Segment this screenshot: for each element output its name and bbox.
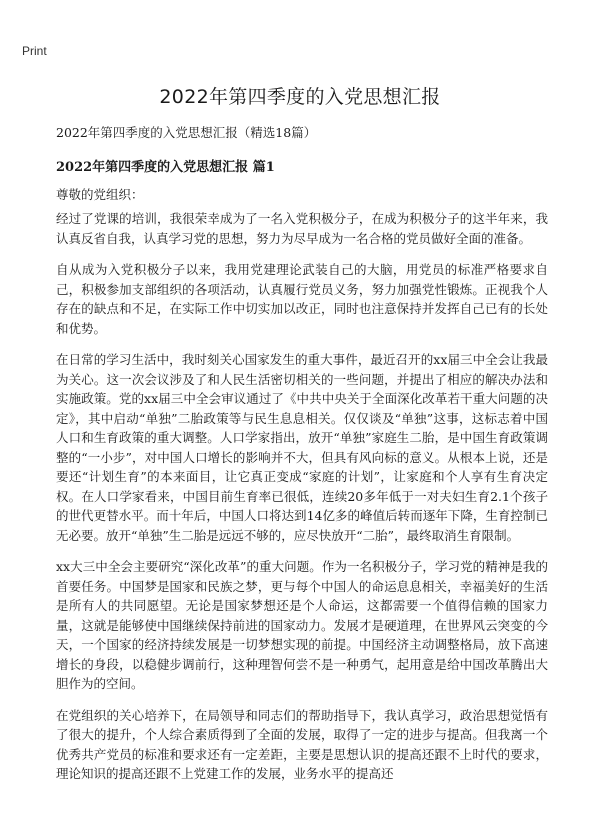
document-subtitle: 2022年第四季度的入党思想汇报（精选18篇） bbox=[56, 125, 317, 140]
page-title: 2022年第四季度的入党思想汇报 bbox=[159, 86, 441, 108]
paragraph-4: xx大三中全会主要研究“深化改革”的重大问题。作为一名积极分子，学习党的精神是我的首要任务。中国梦是国家和民族之梦，更与每个中国人的命运息息相关，幸福美好的生活是所有人的共同愿望。无论是国家梦想还是个人命运，这都需要一个值得信赖的国家力量，这就是能够使中国继续保持前进的国家动力。发展才是硬道理，在世界风云突变的今天，一个国家的经济持续发展是一切梦想实现的前提。中国经济主动调整格局，放下高速增长的身段，以稳健步调前行，这种理智何尝不是一种勇气，起用意是给中国改革腾出大胆作为的空间。 bbox=[56, 559, 548, 691]
paragraph-2: 自从成为入党积极分子以来，我用党建理论武装自己的大脑，用党员的标准严格要求自己，积极参加支部组织的各项活动，认真履行党员义务，努力加强党性锻炼。正视我个人存在的缺点和不足，在实际工作中切实加以改正，同时也注意保持并发挥自己已有的长处和优势。 bbox=[56, 262, 548, 336]
section-heading: 2022年第四季度的入党思想汇报 篇1 bbox=[56, 160, 275, 175]
greeting: 尊敬的党组织： bbox=[56, 187, 144, 202]
paragraph-5: 在党组织的关心培养下，在局领导和同志们的帮助指导下，我认真学习，政治思想觉悟有了很大的提升，个人综合素质得到了全面的发展，取得了一定的进步与提高。但我离一个优秀共产党员的标准和要求还有一定差距，主要是思想认识的提高还跟不上时代的要求，理论知识的提高还跟不上党建工作的发展，业务水平的提高还 bbox=[56, 707, 548, 781]
paragraph-3: 在日常的学习生活中，我时刻关心国家发生的重大事件，最近召开的xx届三中全会让我最为关心。这一次会议涉及了和人民生活密切相关的一些问题，并提出了相应的解决办法和实施政策。党的xx届三中全会审议通过了《中共中央关于全面深化改革若干重大问题的决定》，其中启动“单独”二胎政策等与民生息息相关。仅仅谈及“单独”这事，这标志着中国人口和生育政策的重大调整。人口学家指出，放开“单独”家庭生二胎，是中国生育政策调整的“一小步”，对中国人口增长的影响并不大，但具有风向标的意义。从根本上说，还是要还“计划生育”的本来面目，让它真正变成“家庭的计划”，让家庭和个人享有生育决定权。在人口学家看来，中国目前生育率已很低，连续20多年低于一对夫妇生育2.1个孩子的世代更替水平。而十年后，中国人口将达到14亿多的峰值后转而逐年下降，生育控制已无必要。放开“单独”生二胎是远远不够的，应尽快放开“二胎”，最终取消生育限制。 bbox=[56, 352, 548, 543]
print-label: Print bbox=[22, 44, 47, 58]
body-text bbox=[56, 209, 548, 796]
paragraph-1: 经过了党课的培训，我很荣幸成为了一名入党积极分子，在成为积极分子的这半年来，我认真反省自我，认真学习党的思想，努力为尽早成为一名合格的党员做好全面的准备。 bbox=[56, 211, 548, 246]
